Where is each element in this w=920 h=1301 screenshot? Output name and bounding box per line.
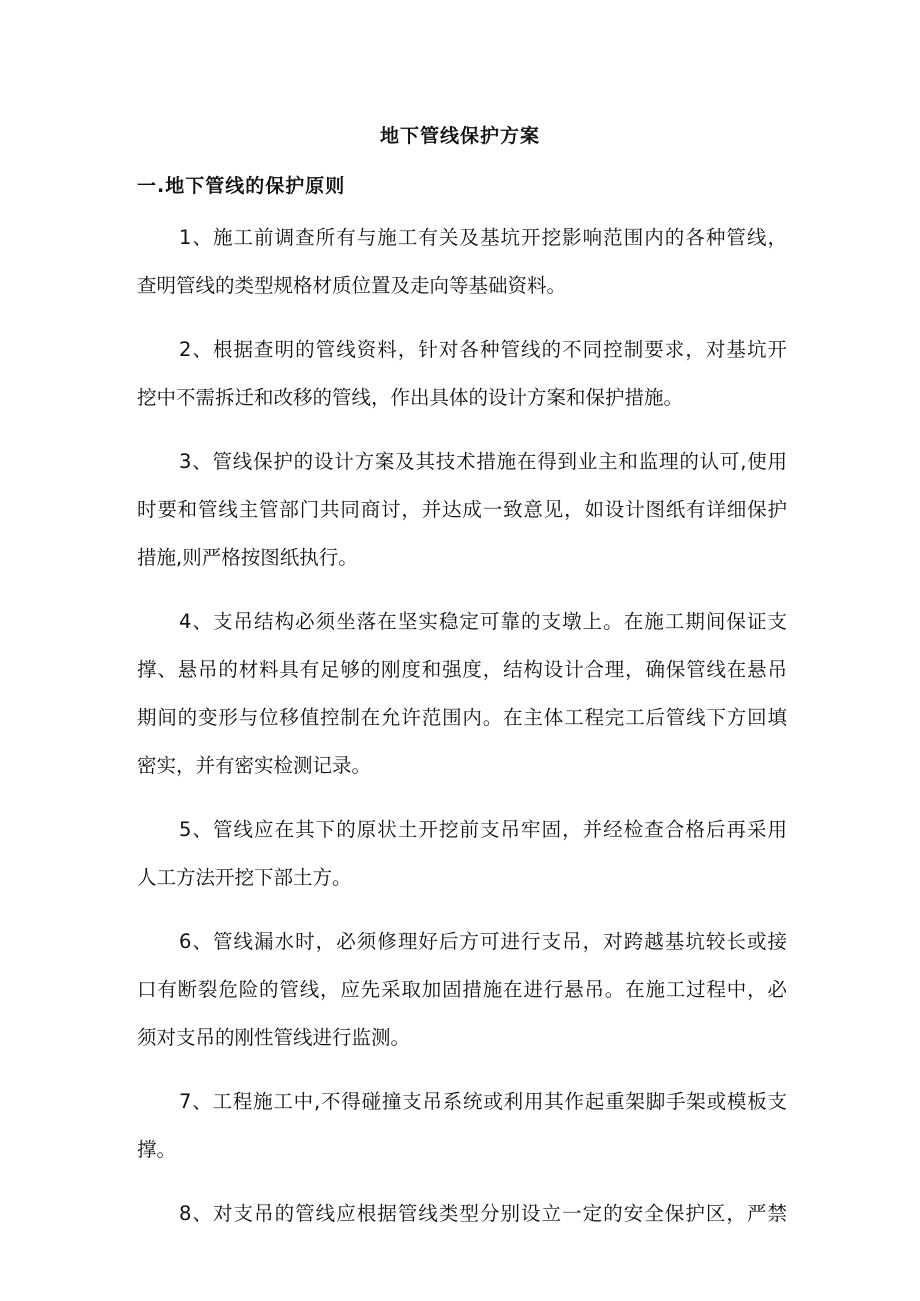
paragraph-line: 密实，并有密实检测记录。 — [137, 754, 372, 777]
paragraph-6 — [137, 918, 787, 1062]
paragraph-7 — [137, 1078, 787, 1174]
paragraph-line: 口有断裂危险的管线，应先采取加固措施在进行悬吊。在施工过程中，必 — [137, 978, 787, 1001]
paragraph-2 — [137, 326, 787, 422]
document-title: 地下管线保护方案 — [379, 125, 540, 147]
paragraph-line: 撑。 — [137, 1138, 177, 1161]
paragraph-line: 须对支吊的刚性管线进行监测。 — [137, 1026, 411, 1049]
paragraph-line: 措施,则严格按图纸执行。 — [137, 546, 358, 569]
paragraph-3 — [137, 438, 787, 582]
paragraph-line: 查明管线的类型规格材质位置及走向等基础资料。 — [137, 274, 567, 297]
paragraph-line: 时要和管线主管部门共同商讨，并达成一致意见，如设计图纸有详细保护 — [137, 498, 787, 521]
paragraph-line: 4、支吊结构必须坐落在坚实稳定可靠的支墩上。在施工期间保证支 — [179, 610, 787, 633]
paragraph-line: 期间的变形与位移值控制在允许范围内。在主体工程完工后管线下方回填 — [137, 706, 787, 729]
document-body — [137, 214, 787, 1254]
paragraph-line: 6、管线漏水时，必须修理好后方可进行支吊，对跨越基坑较长或接 — [179, 930, 787, 953]
paragraph-line: 5、管线应在其下的原状土开挖前支吊牢固，并经检查合格后再采用 — [179, 818, 787, 841]
paragraph-line: 8、对支吊的管线应根据管线类型分别设立一定的安全保护区，严禁 — [179, 1202, 787, 1225]
paragraph-8 — [137, 1190, 787, 1238]
paragraph-1 — [137, 214, 787, 310]
paragraph-line: 1、施工前调查所有与施工有关及基坑开挖影响范围内的各种管线， — [179, 226, 787, 249]
section-heading: 一.地下管线的保护原则 — [137, 175, 346, 197]
paragraph-line: 7、工程施工中,不得碰撞支吊系统或利用其作起重架脚手架或模板支 — [179, 1090, 787, 1113]
paragraph-line: 撑、悬吊的材料具有足够的刚度和强度，结构设计合理，确保管线在悬吊 — [137, 658, 787, 681]
paragraph-4 — [137, 598, 787, 790]
paragraph-5 — [137, 806, 787, 902]
paragraph-line: 2、根据查明的管线资料，针对各种管线的不同控制要求，对基坑开 — [179, 338, 787, 361]
paragraph-line: 3、管线保护的设计方案及其技术措施在得到业主和监理的认可,使用 — [179, 450, 787, 473]
paragraph-line: 挖中不需拆迁和改移的管线，作出具体的设计方案和保护措施。 — [137, 386, 684, 409]
paragraph-line: 人工方法开挖下部土方。 — [137, 866, 352, 889]
